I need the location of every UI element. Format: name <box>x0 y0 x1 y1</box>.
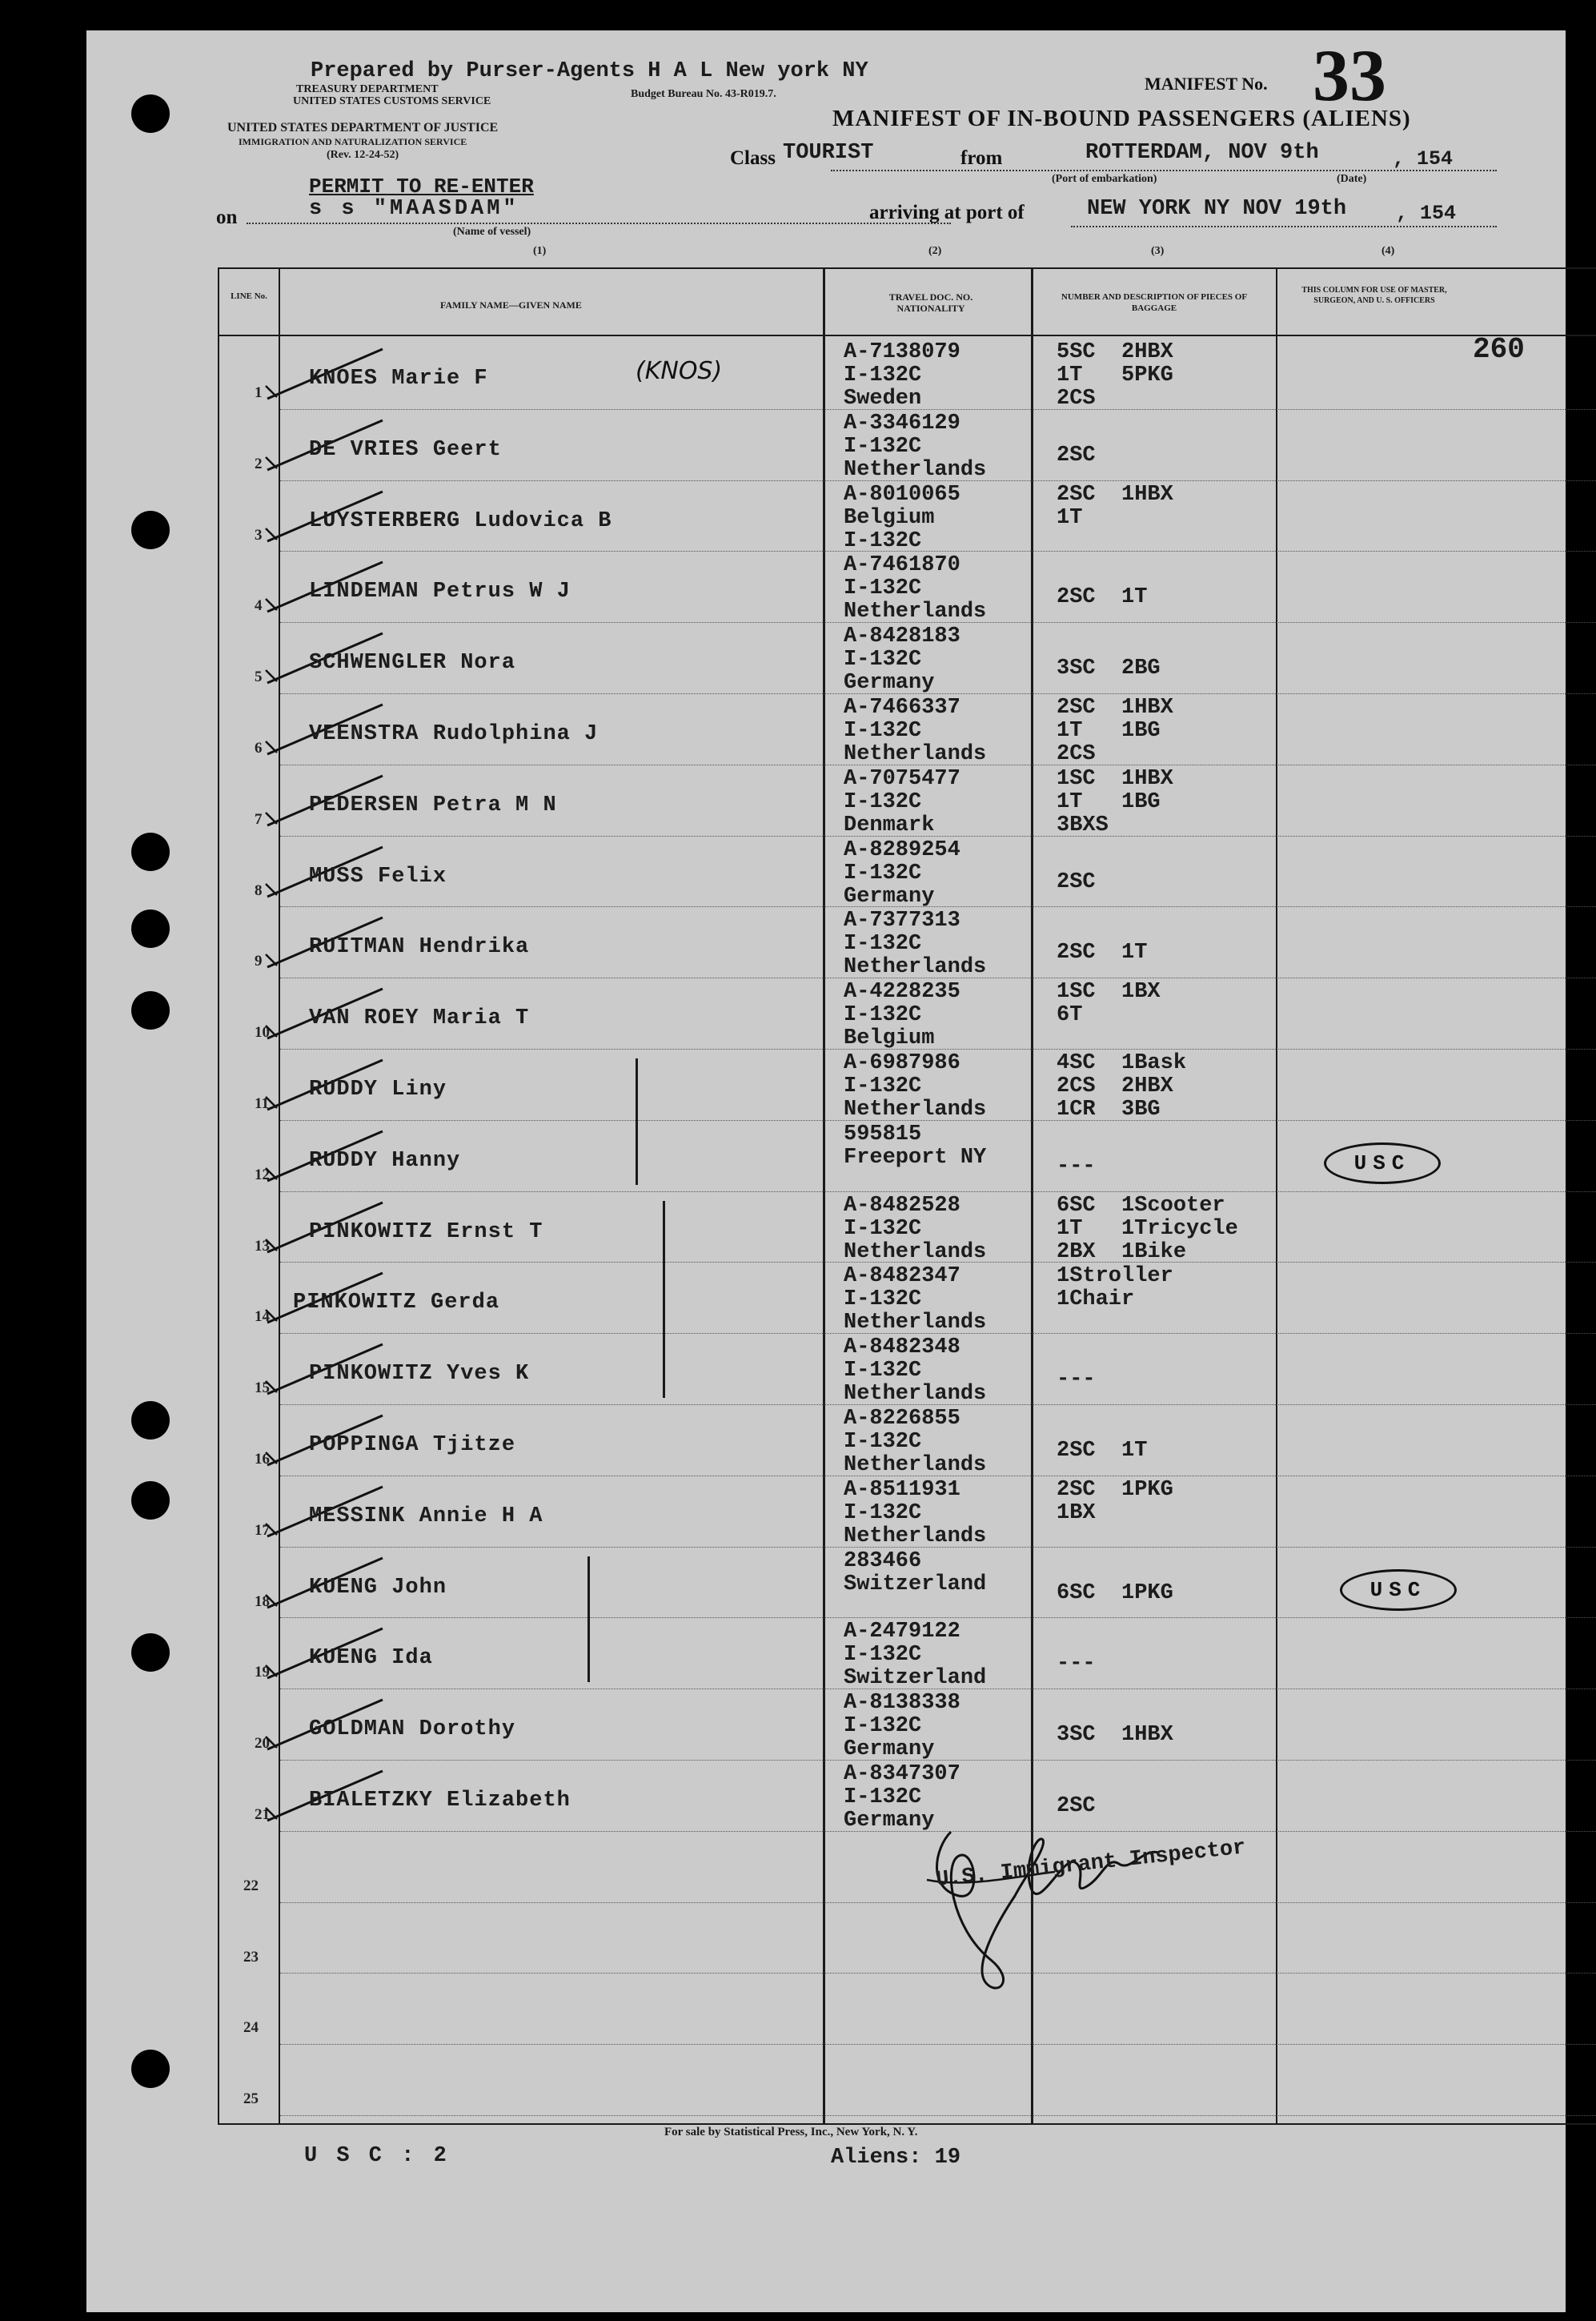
col-officers: THIS COLUMN FOR USE OF MASTER, SURGEON, AND U. S. OFFICERS <box>1301 286 1447 305</box>
col-num-3: (3) <box>1151 245 1165 257</box>
travel-doc-line: I-132C <box>844 1074 922 1098</box>
travel-doc-line: A-8428183 <box>844 624 960 649</box>
row-rule <box>280 693 1596 694</box>
baggage-line: 2SC <box>1057 443 1096 468</box>
travel-doc-line: I-132C <box>844 1785 922 1809</box>
baggage-line: 2SC 1HBX <box>1057 696 1173 720</box>
travel-doc-line: I-132C <box>844 861 922 885</box>
line-number: 23 <box>243 1948 259 1966</box>
row-rule <box>280 906 1596 907</box>
punch-hole <box>131 94 170 133</box>
travel-doc-line: A-7138079 <box>844 340 960 364</box>
travel-doc-line: Denmark <box>844 813 935 837</box>
travel-doc-line: Netherlands <box>844 1239 987 1264</box>
arriving-year: , 154 <box>1396 202 1457 225</box>
row-rule <box>280 2044 1596 2045</box>
baggage-line: 6SC 1PKG <box>1057 1580 1173 1605</box>
travel-doc-line: Netherlands <box>844 457 987 482</box>
line-number: 20 <box>255 1735 270 1753</box>
baggage-line: 3SC 1HBX <box>1057 1723 1173 1748</box>
line-number: 9 <box>255 953 263 970</box>
baggage-line: 2SC <box>1057 869 1096 894</box>
passenger-name: VAN ROEY Maria T <box>309 1006 530 1031</box>
travel-doc-line: A-6987986 <box>844 1051 960 1075</box>
travel-doc-line: I-132C <box>844 932 922 957</box>
baggage-line: 2BX 1Bike <box>1057 1239 1187 1264</box>
vessel-caption: (Name of vessel) <box>453 226 531 238</box>
line-number: 24 <box>243 2019 259 2037</box>
port-embark-caption: (Port of embarkation) <box>1052 173 1157 185</box>
row-rule <box>280 1617 1596 1618</box>
travel-doc-line: I-132C <box>844 789 922 814</box>
baggage-line: 3SC 2BG <box>1057 657 1161 681</box>
punch-hole <box>131 511 170 549</box>
passenger-name: KNOES Marie F <box>309 367 488 391</box>
baggage-line: 4SC 1Bask <box>1057 1051 1187 1075</box>
baggage-line: 1CR 3BG <box>1057 1098 1161 1122</box>
travel-doc-line: A-3346129 <box>844 411 960 436</box>
travel-doc-line: I-132C <box>844 1500 922 1525</box>
baggage-line: 1T 5PKG <box>1057 363 1173 388</box>
travel-doc-line: Switzerland <box>844 1572 987 1596</box>
passenger-name: KUENG John <box>309 1575 447 1600</box>
vessel-name: s s "MAASDAM" <box>309 197 519 221</box>
travel-doc-line: A-4228235 <box>844 980 960 1005</box>
date-caption: (Date) <box>1337 173 1367 185</box>
baggage-line: 1SC 1HBX <box>1057 766 1173 791</box>
travel-doc-line: I-132C <box>844 1714 922 1739</box>
punch-hole <box>131 1401 170 1440</box>
line-number: 14 <box>255 1308 270 1326</box>
travel-doc-line: Netherlands <box>844 1098 987 1122</box>
row-rule <box>280 551 1596 552</box>
line-number: 17 <box>255 1521 270 1539</box>
travel-doc-line: Germany <box>844 671 935 696</box>
usc-count: U S C : 2 <box>304 2144 450 2168</box>
baggage-line: 1T 1Tricycle <box>1057 1216 1238 1241</box>
travel-doc-line: I-132C <box>844 1359 922 1383</box>
baggage-line: 2SC 1T <box>1057 1439 1148 1463</box>
travel-doc-line: I-132C <box>844 1003 922 1028</box>
baggage-line: 5SC 2HBX <box>1057 340 1173 364</box>
passenger-name: GOLDMAN Dorothy <box>309 1717 516 1742</box>
baggage-line: 2SC 1T <box>1057 941 1148 966</box>
passenger-name: RUITMAN Hendrika <box>309 935 530 960</box>
dept-immigration: IMMIGRATION AND NATURALIZATION SERVICE <box>239 136 467 147</box>
travel-doc-line: Belgium <box>844 1026 935 1051</box>
row-rule <box>280 1760 1596 1761</box>
col-baggage: NUMBER AND DESCRIPTION OF PIECES OF BAGGAGE <box>1061 292 1248 313</box>
baggage-line: --- <box>1057 1652 1096 1677</box>
travel-doc-line: I-132C <box>844 1430 922 1454</box>
passenger-name: PEDERSEN Petra M N <box>309 793 557 817</box>
passenger-name: PINKOWITZ Yves K <box>309 1362 530 1387</box>
baggage-line: 1SC 1BX <box>1057 980 1161 1005</box>
class-value: TOURIST <box>783 141 874 165</box>
line-number: 16 <box>255 1451 270 1468</box>
passenger-name: BIALETZKY Elizabeth <box>309 1789 571 1813</box>
travel-doc-line: I-132C <box>844 719 922 743</box>
dept-justice: UNITED STATES DEPARTMENT OF JUSTICE <box>227 121 499 135</box>
travel-doc-line: A-7075477 <box>844 766 960 791</box>
travel-doc-line: Netherlands <box>844 955 987 980</box>
line-number: 10 <box>255 1024 270 1042</box>
travel-doc-line: 595815 <box>844 1122 922 1146</box>
dept-customs: UNITED STATES CUSTOMS SERVICE <box>293 95 491 107</box>
permit-text: PERMIT TO RE-ENTER <box>309 175 534 199</box>
line-number: 15 <box>255 1379 270 1397</box>
passenger-name: PINKOWITZ Gerda <box>293 1291 500 1315</box>
travel-doc-line: A-8482528 <box>844 1193 960 1218</box>
line-number: 12 <box>255 1166 270 1183</box>
budget-bureau: Budget Bureau No. 43-R019.7. <box>631 88 776 100</box>
travel-doc-line: I-132C <box>844 528 922 553</box>
baggage-line: 2CS 2HBX <box>1057 1074 1173 1098</box>
travel-doc-line: A-8482347 <box>844 1264 960 1289</box>
passenger-name: PINKOWITZ Ernst T <box>309 1219 543 1244</box>
usc-stamp: USC <box>1340 1569 1457 1611</box>
travel-doc-line: Freeport NY <box>844 1145 987 1170</box>
manifest-title: MANIFEST OF IN-BOUND PASSENGERS (ALIENS) <box>832 106 1411 131</box>
baggage-line: 2SC <box>1057 1794 1096 1818</box>
travel-doc-line: A-8482348 <box>844 1335 960 1360</box>
travel-doc-line: A-8347307 <box>844 1762 960 1786</box>
passenger-name: LUYSTERBERG Ludovica B <box>309 508 612 533</box>
baggage-line: --- <box>1057 1367 1096 1392</box>
travel-doc-line: A-7466337 <box>844 696 960 720</box>
travel-doc-line: A-8511931 <box>844 1477 960 1502</box>
line-number: 13 <box>255 1237 270 1255</box>
travel-doc-line: Netherlands <box>844 1524 987 1548</box>
line-number: 2 <box>255 455 263 472</box>
travel-doc-line: Belgium <box>844 505 935 530</box>
revision: (Rev. 12-24-52) <box>327 149 399 161</box>
baggage-line: 1Chair <box>1057 1287 1135 1312</box>
row-rule <box>280 409 1596 410</box>
travel-doc-line: I-132C <box>844 1287 922 1312</box>
travel-doc-line: I-132C <box>844 363 922 388</box>
travel-doc-line: Netherlands <box>844 600 987 624</box>
baggage-line: 3BXS <box>1057 813 1109 837</box>
travel-doc-line: Germany <box>844 1809 935 1833</box>
baggage-line: 1T <box>1057 505 1083 530</box>
passenger-name: VEENSTRA Rudolphina J <box>309 722 599 746</box>
line-number: 1 <box>255 384 263 401</box>
travel-doc-line: Sweden <box>844 387 922 411</box>
travel-doc-line: I-132C <box>844 1216 922 1241</box>
baggage-line: 6T <box>1057 1003 1083 1028</box>
printer-credit: For sale by Statistical Press, Inc., New York, N. Y. <box>664 2126 918 2138</box>
travel-doc-line: Germany <box>844 1737 935 1762</box>
side-number: 260 <box>1473 333 1525 366</box>
passenger-name: RUDDY Liny <box>309 1078 447 1102</box>
travel-doc-line: A-8289254 <box>844 837 960 862</box>
passenger-name: KUENG Ida <box>309 1646 433 1671</box>
baggage-line: 1T 1BG <box>1057 719 1161 743</box>
baggage-line: 1Stroller <box>1057 1264 1173 1289</box>
passenger-name: DE VRIES Geert <box>309 437 502 462</box>
passenger-name: RUDDY Hanny <box>309 1148 461 1173</box>
line-number: 6 <box>255 740 263 757</box>
passenger-name: POPPINGA Tjitze <box>309 1433 516 1457</box>
row-rule <box>280 836 1596 837</box>
baggage-line: --- <box>1057 1154 1096 1179</box>
col-line-no: LINE No. <box>231 291 267 301</box>
baggage-line: 2SC 1T <box>1057 585 1148 610</box>
inspector-signature <box>903 1800 1239 2000</box>
baggage-line: 6SC 1Scooter <box>1057 1193 1225 1218</box>
usc-stamp: USC <box>1324 1142 1441 1184</box>
line-number: 11 <box>255 1095 269 1112</box>
line-number: 3 <box>255 526 263 544</box>
passenger-name: MESSINK Annie H A <box>309 1504 543 1528</box>
travel-doc-line: Netherlands <box>844 1382 987 1407</box>
family-bracket <box>636 1058 638 1185</box>
aliens-count: Aliens: 19 <box>831 2146 961 2170</box>
punch-hole <box>131 1481 170 1520</box>
row-rule <box>280 1191 1596 1192</box>
travel-doc-line: I-132C <box>844 648 922 673</box>
line-number: 18 <box>255 1592 270 1610</box>
dept-treasury: TREASURY DEPARTMENT <box>296 83 439 95</box>
punch-hole <box>131 2050 170 2088</box>
baggage-line: 2CS <box>1057 742 1096 766</box>
punch-hole <box>131 910 170 948</box>
manifest-label: MANIFEST No. <box>1145 74 1268 94</box>
travel-doc-line: A-7377313 <box>844 909 960 934</box>
baggage-line: 2SC 1PKG <box>1057 1477 1173 1502</box>
baggage-line: 1T 1BG <box>1057 789 1161 814</box>
travel-doc-line: A-8010065 <box>844 482 960 507</box>
passenger-name: MUSS Felix <box>309 864 447 889</box>
from-year: , 154 <box>1393 147 1454 171</box>
punch-hole <box>131 991 170 1030</box>
line-number: 21 <box>255 1806 270 1823</box>
travel-doc-line: I-132C <box>844 1643 922 1668</box>
line-number: 22 <box>243 1877 259 1894</box>
travel-doc-line: Germany <box>844 884 935 909</box>
travel-doc-line: A-8138338 <box>844 1691 960 1716</box>
travel-doc-line: A-2479122 <box>844 1620 960 1644</box>
line-number: 7 <box>255 810 263 828</box>
col-travel-doc: TRAVEL DOC. NO. NATIONALITY <box>888 291 973 314</box>
family-bracket <box>663 1201 665 1398</box>
line-number: 8 <box>255 881 263 899</box>
baggage-line: 2CS <box>1057 387 1096 411</box>
col-num-2: (2) <box>928 245 942 257</box>
travel-doc-line: Netherlands <box>844 1453 987 1477</box>
punch-hole <box>131 1633 170 1672</box>
col-family-name: FAMILY NAME—GIVEN NAME <box>440 299 582 311</box>
travel-doc-line: A-7461870 <box>844 553 960 578</box>
name-correction-note: (KNOS) <box>636 357 723 385</box>
line-number: 25 <box>243 2090 259 2108</box>
baggage-line: 2SC 1HBX <box>1057 482 1173 507</box>
travel-doc-line: I-132C <box>844 434 922 459</box>
baggage-line: 1BX <box>1057 1500 1096 1525</box>
prepared-by: Prepared by Purser-Agents H A L New york NY <box>311 59 868 83</box>
punch-hole <box>131 833 170 871</box>
line-number: 19 <box>255 1664 270 1681</box>
col-num-4: (4) <box>1381 245 1395 257</box>
col-num-1: (1) <box>533 245 547 257</box>
on-label: on <box>216 207 238 228</box>
travel-doc-line: A-8226855 <box>844 1407 960 1431</box>
row-rule <box>280 1049 1596 1050</box>
arriving-value: NEW YORK NY NOV 19th <box>1087 197 1347 221</box>
line-number: 5 <box>255 669 263 686</box>
manifest-number: 33 <box>1313 34 1386 116</box>
manifest-sheet <box>86 30 1566 2312</box>
travel-doc-line: 283466 <box>844 1548 922 1573</box>
line-number: 4 <box>255 597 263 615</box>
inspector-title: U.S. Immigrant Inspector <box>935 1836 1247 1893</box>
travel-doc-line: Netherlands <box>844 742 987 766</box>
passenger-name: LINDEMAN Petrus W J <box>309 580 571 604</box>
travel-doc-line: Switzerland <box>844 1666 987 1691</box>
travel-doc-line: I-132C <box>844 576 922 601</box>
from-value: ROTTERDAM, NOV 9th <box>1085 141 1319 165</box>
family-bracket <box>587 1556 590 1683</box>
row-rule <box>280 2115 1596 2116</box>
class-label: Class <box>730 147 776 169</box>
travel-doc-line: Netherlands <box>844 1311 987 1335</box>
from-label: from <box>960 147 1003 169</box>
passenger-name: SCHWENGLER Nora <box>309 651 516 676</box>
arriving-label: arriving at port of <box>869 202 1025 223</box>
